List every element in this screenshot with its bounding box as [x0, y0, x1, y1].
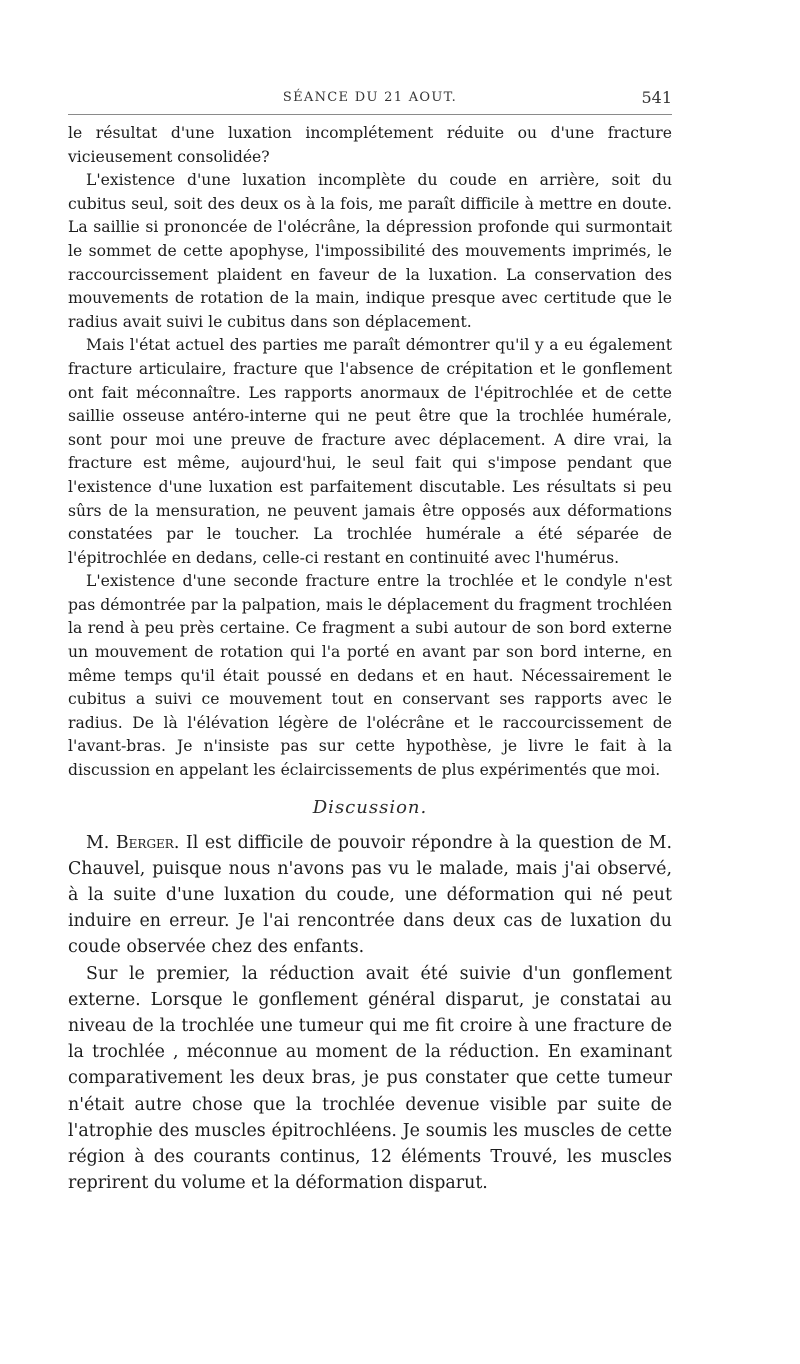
- speaker-name: M. Berger.: [86, 832, 180, 853]
- paragraph-3: Mais l'état actuel des parties me paraît démontrer qu'il y a eu également fracture articulaire, fracture que l'absence de crépitation et le gonflement ont fait méconnaître. Les rapports anormaux de l'épitrochlée et de cette saillie osseuse antéro-interne qui ne peut être que la trochlée humérale, sont pour moi une preuve de fracture avec déplacement. A dire vrai, la fracture est même, aujourd'hui, le seul fait qui s'impose pendant que l'existence d'une luxation est parfaitement discutable. Les résultats si peu sûrs de la mensuration, ne peuvent jamais être opposés aux déformations constatées par le toucher. La trochlée humérale a été séparée de l'épitrochlée en dedans, celle-ci restant en continuité avec l'humérus.: [68, 336, 672, 567]
- discussion-text: [68, 830, 672, 1197]
- running-title: SÉANCE DU 21 AOUT.: [282, 90, 458, 105]
- discussion-paragraph-1: [68, 830, 672, 961]
- main-text: [68, 122, 672, 783]
- paragraph-1: le résultat d'une luxation incomplétement réduite ou d'une fracture vicieusement consolidée?: [68, 124, 672, 166]
- paragraph-4: L'existence d'une seconde fracture entre la trochlée et le condyle n'est pas démontrée par la palpation, mais le déplacement du fragment trochléen la rend à peu près certaine. Ce fragment a subi autour de son bord externe un mouvement de rotation qui l'a porté en avant par son bord interne, en même temps qu'il était poussé en dedans et en haut. Nécessairement le cubitus a suivi ce mouvement tout en conservant ses rapports avec le radius. De là l'élévation légère de l'olécrâne et le raccourcissement de l'avant-bras. Je n'insiste pas sur cette hypothèse, je livre le fait à la discussion en appelant les éclaircissements de plus expérimentés que moi.: [68, 572, 672, 780]
- section-heading: Discussion.: [312, 796, 428, 818]
- page-number: 541: [641, 88, 672, 107]
- discussion-paragraph-2: Sur le premier, la réduction avait été suivie d'un gonflement externe. Lorsque le gonflement général disparut, je constatai au niveau de la trochlée une tumeur qui me fit croire à une fracture de la trochlée , méconnue au moment de la réduction. En examinant comparativement les deux bras, je pus constater que cette tumeur n'était autre chose que la trochlée devenue visible par suite de l'atrophie des muscles épitrochléens. Je soumis les muscles de cette région à des courants continus, 12 éléments Trouvé, les muscles reprirent du volume et la déformation disparut.: [68, 963, 672, 1194]
- paragraph-2: L'existence d'une luxation incomplète du coude en arrière, soit du cubitus seul, soit des deux os à la fois, me paraît difficile à mettre en doute. La saillie si prononcée de l'olécrâne, la dépression profonde qui surmontait le sommet de cette apophyse, l'impossibilité des mouvements imprimés, le raccourcissement plaident en faveur de la luxation. La conservation des mouvements de rotation de la main, indique presque avec certitude que le radius avait suivi le cubitus dans son déplacement.: [68, 171, 672, 331]
- running-header: [68, 84, 672, 115]
- document-page: [68, 84, 672, 1196]
- discussion-paragraph-1-text: Il est difficile de pouvoir répondre à la question de M. Chauvel, puisque nous n'avons pas vu le malade, mais j'ai observé, à la suite d'une luxation du coude, une déformation qui né peut induire en erreur. Je l'ai rencontrée dans deux cas de luxation du coude observée chez des enfants.: [68, 832, 672, 958]
